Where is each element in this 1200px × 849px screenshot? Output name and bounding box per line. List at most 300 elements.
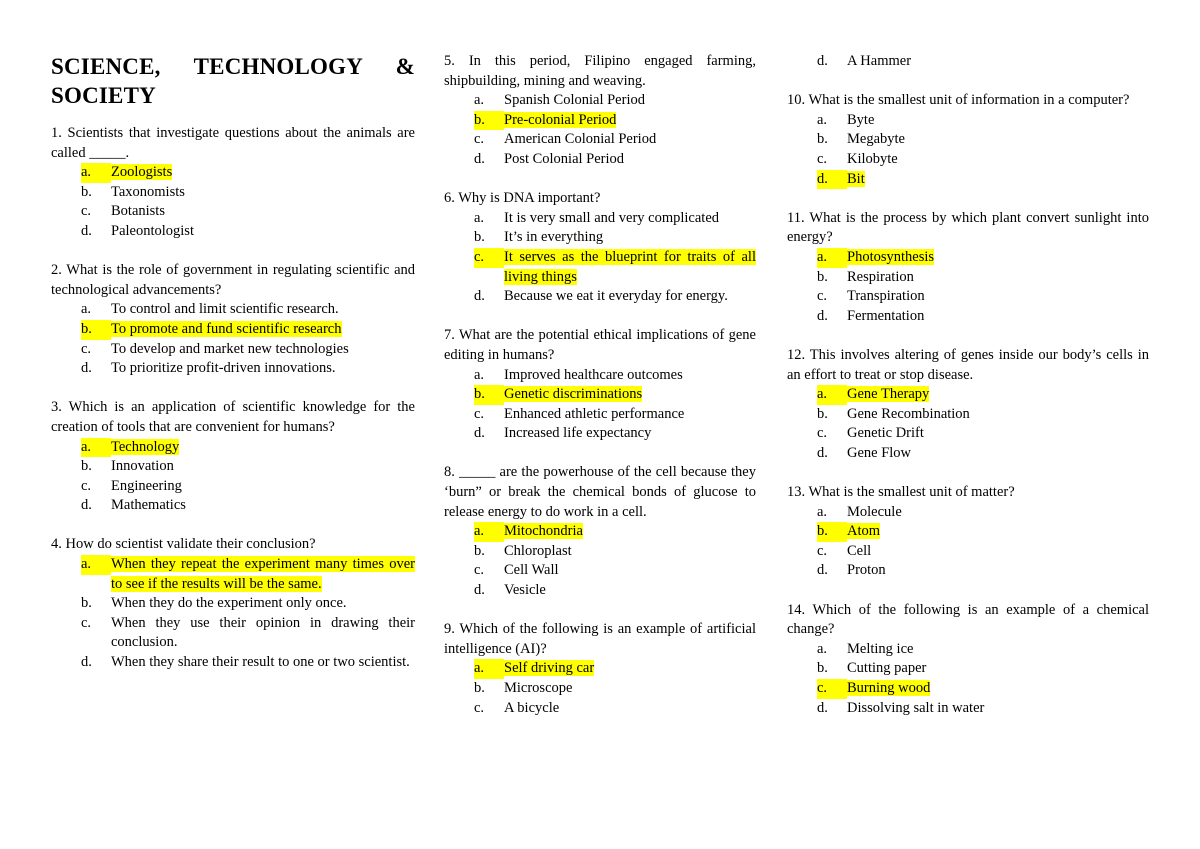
option-letter: d. [817,53,828,69]
option-letter: d. [81,360,92,377]
option-letter-cell [787,659,847,679]
option-text-cell [504,659,756,679]
answer-option [444,405,756,425]
answer-option-highlighted [787,170,1149,190]
answer-option [787,268,1149,288]
option-letter: b. [474,229,485,246]
option-text: Cutting paper [847,660,927,677]
option-letter-cell [51,653,111,673]
option-letter-cell [787,640,847,660]
option-text: Zoologists [111,164,173,181]
option-text-cell [504,366,756,386]
option-text-cell [504,699,756,719]
option-letter-cell [787,699,847,719]
option-text-cell [847,248,1149,268]
option-letter: c. [474,248,504,268]
option-text: Spanish Colonial Period [504,92,645,109]
answer-option [51,183,415,203]
option-text: Microscope [504,680,573,696]
option-text: It is very small and very complicated [504,209,720,226]
option-letter: b. [817,131,828,148]
option-text: Melting ice [847,640,914,657]
option-text-cell [111,163,415,183]
answer-option [787,52,1149,72]
option-letter-cell [787,111,847,131]
question-block [787,346,1149,464]
option-letter-cell [787,287,847,307]
question-stem: 11. What is the process by which plant convert sunlight into energy? [787,209,1149,246]
option-letter-cell [787,248,847,268]
option-text: Mathematics [111,497,186,514]
answer-option [787,542,1149,562]
answer-option-highlighted [444,659,756,679]
answer-option [444,542,756,562]
answer-option [787,424,1149,444]
option-text: It’s in everything [504,229,604,246]
option-letter: d. [817,562,828,579]
answer-option [787,503,1149,523]
answer-options [787,52,1149,72]
answer-options [51,300,415,378]
option-letter-cell [444,424,504,444]
answer-option [787,640,1149,660]
option-letter: c. [474,405,485,422]
option-text-cell [847,542,1149,562]
answer-option [51,359,415,379]
option-letter-cell [51,222,111,242]
option-text-cell [111,320,415,340]
option-letter-cell [787,268,847,288]
option-letter-cell [787,679,847,699]
option-text-cell [847,52,1149,72]
option-text-cell [847,522,1149,542]
option-letter-cell [444,366,504,386]
answer-options [444,522,756,600]
column-2 [444,52,756,718]
option-letter: a. [817,385,847,405]
option-text-cell [504,150,756,170]
answer-option [444,561,756,581]
answer-option [444,130,756,150]
option-text-cell [847,444,1149,464]
answer-option [444,699,756,719]
option-letter-cell [444,542,504,562]
option-text-cell [111,300,415,320]
option-text-cell [847,659,1149,679]
answer-options [787,640,1149,718]
option-letter: b. [81,183,92,200]
option-letter: a. [817,503,828,520]
option-letter: d. [474,425,485,442]
question-stem: 6. Why is DNA important? [444,190,601,207]
answer-options [51,163,415,241]
option-letter-cell [787,561,847,581]
option-text-cell [111,183,415,203]
option-letter: b. [81,458,92,475]
option-text: Improved healthcare outcomes [504,366,683,383]
option-text-cell [111,340,415,360]
option-letter: d. [474,288,485,305]
answer-option [444,209,756,229]
option-letter-cell [444,209,504,229]
option-letter: a. [817,248,847,268]
question-stem: 7. What are the potential ethical implications of gene editing in humans? [444,327,756,363]
option-letter: b. [474,680,485,696]
option-text: Gene Flow [847,444,912,461]
option-text: Vesicle [504,582,546,599]
option-text-cell [111,202,415,222]
question-block [51,535,415,672]
option-letter-cell [444,561,504,581]
option-letter-cell [444,522,504,542]
option-text-cell [504,111,756,131]
answer-options [444,366,756,444]
answer-option [444,287,756,307]
option-text-cell [504,228,756,248]
option-letter: a. [81,555,111,575]
answer-option [444,228,756,248]
option-letter: a. [817,111,828,128]
option-text: Enhanced athletic performance [504,405,685,422]
option-letter: c. [474,131,485,148]
option-letter-cell [51,163,111,183]
option-text-cell [504,542,756,562]
answer-options [787,385,1149,463]
option-text-cell [847,268,1149,288]
option-text: A Hammer [847,53,912,69]
option-text: Molecule [847,503,902,520]
option-letter-cell [787,424,847,444]
option-text: Burning wood [847,680,931,696]
option-letter-cell [787,503,847,523]
option-letter-cell [51,555,111,594]
option-letter: b. [474,111,504,131]
option-letter: d. [81,222,92,239]
question-block [787,52,1149,72]
option-letter: c. [817,425,828,442]
option-letter-cell [444,150,504,170]
option-text-cell [847,405,1149,425]
option-letter: b. [81,320,111,340]
option-text-cell [847,503,1149,523]
question-stem: 9. Which of the following is an example of artificial intelligence (AI)? [444,621,756,657]
answer-option-highlighted [51,438,415,458]
question-stem: 2. What is the role of government in regulating scientific and technological advancements? [51,262,415,298]
option-letter: a. [817,640,828,657]
option-letter: b. [474,385,504,405]
option-text: Mitochondria [504,523,583,540]
option-letter: c. [817,542,828,559]
answer-option [51,594,415,614]
option-letter: b. [81,595,92,612]
option-letter-cell [787,130,847,150]
option-text-cell [847,679,1149,699]
option-text: Bit [847,170,865,187]
option-text: To develop and market new technologies [111,340,349,357]
answer-options [444,209,756,307]
answer-option [51,202,415,222]
option-letter-cell [51,594,111,614]
option-text: When they use their opinion in drawing their conclusion. [111,614,415,651]
option-text: Botanists [111,203,165,220]
option-letter: a. [81,438,111,458]
question-block [444,189,756,307]
answer-option [444,91,756,111]
option-text-cell [847,130,1149,150]
option-letter: c. [817,679,847,699]
question-block [51,398,415,516]
option-letter: d. [81,654,92,671]
option-letter-cell [51,477,111,497]
answer-option [787,111,1149,131]
option-letter-cell [787,170,847,190]
column-1 [51,52,415,673]
option-letter-cell [444,679,504,699]
option-text: Technology [111,438,180,455]
answer-option [444,679,756,699]
answer-option [787,659,1149,679]
option-text-cell [504,91,756,111]
option-text: Cell Wall [504,562,559,579]
option-letter-cell [787,444,847,464]
questions-column-3 [787,52,1149,718]
answer-option-highlighted [787,385,1149,405]
option-text-cell [504,522,756,542]
option-text-cell [504,385,756,405]
answer-options [787,248,1149,326]
question-stem: 3. Which is an application of scientific knowledge for the creation of tools that are convenient for humans? [51,399,415,435]
answer-option-highlighted [444,385,756,405]
option-letter: d. [474,582,485,599]
option-letter-cell [444,91,504,111]
option-letter-cell [51,614,111,653]
answer-option [51,496,415,516]
option-text: Genetic discriminations [504,386,643,403]
option-letter-cell [51,202,111,222]
option-letter-cell [787,307,847,327]
option-text-cell [111,438,415,458]
option-letter: a. [81,301,92,318]
question-block [444,52,756,170]
option-text-cell [847,385,1149,405]
option-text-cell [111,555,415,594]
question-stem: 10. What is the smallest unit of information in a computer? [787,92,1130,109]
option-text-cell [111,614,415,653]
option-letter: a. [474,522,504,542]
option-text-cell [847,111,1149,131]
option-text-cell [504,248,756,287]
option-letter: c. [81,614,92,631]
answer-option [51,614,415,653]
option-letter-cell [444,111,504,131]
option-letter-cell [444,699,504,719]
question-block [787,91,1149,189]
option-letter-cell [787,405,847,425]
option-text: Kilobyte [847,150,898,167]
question-stem: 12. This involves altering of genes inside our body’s cells in an effort to treat or stop disease. [787,346,1149,383]
option-letter: d. [817,699,828,716]
answer-options [444,91,756,169]
option-letter: a. [474,659,504,679]
option-letter: a. [474,92,485,109]
question-stem: 14. Which of the following is an example of a chemical change? [787,601,1149,638]
option-text: When they repeat the experiment many times over to see if the results will be the same. [111,556,415,592]
option-letter: c. [817,288,828,305]
option-text: When they share their result to one or two scientist. [111,654,410,671]
option-letter-cell [787,542,847,562]
option-letter-cell [444,130,504,150]
answer-option-highlighted [787,522,1149,542]
option-text-cell [847,640,1149,660]
option-letter: c. [817,150,828,167]
option-letter-cell [51,300,111,320]
answer-option-highlighted [51,555,415,594]
column-3 [787,52,1149,718]
option-letter: c. [474,562,485,579]
option-text: Innovation [111,458,174,475]
option-letter-cell [444,228,504,248]
option-text-cell [504,679,756,699]
question-block [51,261,415,379]
answer-option [51,457,415,477]
option-text: It serves as the blueprint for traits of all living things [504,248,756,285]
option-letter: c. [81,477,92,494]
option-text-cell [504,581,756,601]
option-letter: b. [817,268,828,285]
option-letter-cell [51,359,111,379]
option-letter-cell [444,248,504,287]
option-letter-cell [444,659,504,679]
option-letter-cell [444,385,504,405]
option-text: A bicycle [504,699,560,716]
option-text-cell [847,699,1149,719]
question-stem: 1. Scientists that investigate questions about the animals are called _____. [51,125,415,161]
option-text: Taxonomists [111,183,185,200]
option-letter: c. [81,203,92,220]
option-text: Fermentation [847,307,925,324]
document-title: SCIENCE, TECHNOLOGY & SOCIETY [51,54,415,108]
answer-option-highlighted [444,522,756,542]
option-text-cell [847,561,1149,581]
option-letter-cell [444,581,504,601]
option-text-cell [504,424,756,444]
question-stem: 8. _____ are the powerhouse of the cell because they ‘burn” or break the chemical bonds of glucose to release energy to do work in a cell. [444,464,756,520]
option-text: Byte [847,111,875,128]
option-letter: b. [817,522,847,542]
option-letter-cell [444,405,504,425]
option-text: Gene Therapy [847,386,930,403]
answer-option-highlighted [51,163,415,183]
option-text: Atom [847,523,881,540]
option-letter: d. [81,497,92,514]
option-text-cell [847,424,1149,444]
answer-option-highlighted [444,248,756,287]
answer-option [787,130,1149,150]
option-letter: a. [474,209,485,226]
question-stem: 4. How do scientist validate their conclusion? [51,536,316,553]
answer-option [51,477,415,497]
question-block [787,209,1149,327]
option-text: Pre-colonial Period [504,111,617,128]
answer-option [787,561,1149,581]
option-letter: d. [474,150,485,167]
option-letter: d. [817,170,847,190]
option-text: Cell [847,542,872,559]
answer-option [787,307,1149,327]
answer-option [444,366,756,386]
option-letter: c. [474,699,485,716]
option-text: Transpiration [847,288,925,305]
option-text: To promote and fund scientific research [111,320,342,337]
option-text: Paleontologist [111,222,194,239]
option-text: Self driving car [504,660,595,677]
answer-option [787,287,1149,307]
answer-option-highlighted [787,248,1149,268]
option-letter-cell [51,457,111,477]
answer-option [787,699,1149,719]
option-text: Chloroplast [504,542,572,559]
questions-column-1 [51,124,415,673]
answer-options [51,438,415,516]
answer-option [444,150,756,170]
option-text: Megabyte [847,131,905,148]
answer-options [444,659,756,718]
option-text-cell [111,222,415,242]
option-text-cell [847,287,1149,307]
option-letter-cell [787,522,847,542]
option-letter: a. [474,366,485,383]
option-text: Because we eat it everyday for energy. [504,288,728,305]
question-stem: 5. In this period, Filipino engaged farming, shipbuilding, mining and weaving. [444,53,756,89]
option-text-cell [111,594,415,614]
answer-option [51,340,415,360]
answer-option-highlighted [51,320,415,340]
option-letter-cell [51,183,111,203]
option-text-cell [504,209,756,229]
option-text: Proton [847,562,886,579]
question-block [444,326,756,444]
option-letter: b. [817,405,828,422]
option-text-cell [111,653,415,673]
option-letter: c. [81,340,92,357]
option-text-cell [111,496,415,516]
option-text-cell [504,130,756,150]
option-letter-cell [51,496,111,516]
option-letter-cell [787,150,847,170]
option-text-cell [111,359,415,379]
option-letter: b. [474,542,485,559]
answer-option [444,581,756,601]
option-text: When they do the experiment only once. [111,595,347,612]
option-text: Photosynthesis [847,248,935,265]
answer-option [51,653,415,673]
answer-options [787,111,1149,189]
option-text-cell [504,405,756,425]
question-block [787,483,1149,581]
option-text: Increased life expectancy [504,425,652,442]
option-text: To control and limit scientific research. [111,301,339,318]
option-text-cell [504,561,756,581]
answer-option [444,424,756,444]
question-block [787,601,1149,719]
answer-options [51,555,415,673]
answer-option-highlighted [444,111,756,131]
answer-option [787,150,1149,170]
answer-options [787,503,1149,581]
question-block [51,124,415,242]
option-text-cell [847,307,1149,327]
question-block [444,463,756,600]
